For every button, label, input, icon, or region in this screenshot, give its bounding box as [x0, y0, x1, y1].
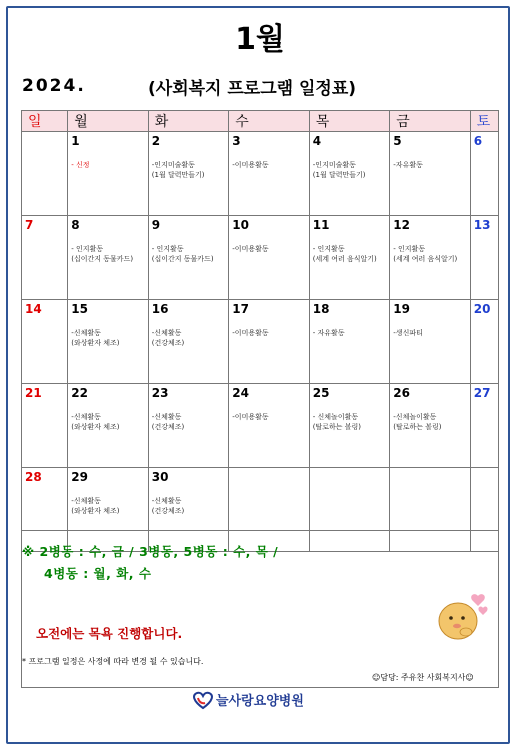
- weekday-fri: 금: [390, 111, 471, 132]
- calendar-day-cell: [68, 300, 149, 384]
- day-event: - 자유활동: [312, 329, 345, 337]
- calendar-day-cell: [68, 384, 149, 468]
- day-number: 24: [232, 386, 249, 400]
- weekday-sat: 토: [470, 111, 498, 132]
- day-event: -이미용활동: [232, 413, 269, 421]
- day-event: -이미용활동: [232, 329, 269, 337]
- weekday-wed: 수: [229, 111, 310, 132]
- day-event: -신체활동 (와상환자 체조): [71, 329, 120, 347]
- day-number: 14: [25, 302, 42, 316]
- schedule-change-footnote: * 프로그램 일정은 사정에 따라 변경 될 수 있습니다.: [22, 657, 204, 666]
- day-number: 11: [312, 218, 330, 232]
- calendar-day-cell: [148, 300, 229, 384]
- calendar-day-cell: [470, 132, 498, 216]
- day-number: 27: [473, 386, 491, 400]
- day-event: -신체활동 (와상환자 체조): [71, 413, 120, 431]
- day-event: -신체놀이활동 (탈로하는 볼링): [393, 413, 442, 431]
- day-number: 2: [151, 134, 161, 148]
- day-number: 23: [151, 386, 169, 400]
- day-event: - 인지활동 (십이간지 동물카드): [151, 245, 214, 263]
- day-event: -인지미술활동 (1월 달력만들기): [312, 161, 366, 179]
- month-title: 1월: [235, 22, 285, 57]
- day-event: -생신파티: [393, 329, 423, 337]
- calendar-day-cell: [229, 132, 310, 216]
- day-number: 28: [25, 470, 42, 484]
- calendar-day-cell: [22, 300, 68, 384]
- weekday-sun: 일: [22, 111, 68, 132]
- day-number: 25: [312, 386, 330, 400]
- calendar-day-cell: [229, 300, 310, 384]
- calendar-day-cell: [309, 300, 390, 384]
- calendar-day-cell: [309, 384, 390, 468]
- calendar-day-cell: [309, 132, 390, 216]
- year-label: 2024.: [22, 76, 86, 96]
- calendar-day-cell: [390, 132, 471, 216]
- day-number: 30: [151, 470, 169, 484]
- day-event: - 신정: [71, 161, 90, 169]
- bath-notice: 오전에는 목욕 진행합니다.: [36, 626, 183, 641]
- day-number: 3: [232, 134, 241, 148]
- day-number: 15: [71, 302, 88, 316]
- day-number: 1: [71, 134, 80, 148]
- day-event: -신체활동 (건강체조): [151, 413, 185, 431]
- calendar-day-cell: [148, 132, 229, 216]
- day-event: -이미용활동: [232, 161, 269, 169]
- calendar-week-row: [22, 216, 499, 300]
- weekday-mon: 월: [68, 111, 149, 132]
- day-number: 21: [25, 386, 42, 400]
- day-event: - 인지활동 (십이간지 동물카드): [71, 245, 134, 263]
- calendar-day-cell: [390, 384, 471, 468]
- day-number: 5: [393, 134, 402, 148]
- schedule-subtitle: (사회복지 프로그램 일정표): [148, 79, 357, 99]
- calendar-day-cell: [22, 216, 68, 300]
- day-event: -이미용활동: [232, 245, 269, 253]
- weekday-header-row: [22, 111, 499, 132]
- day-number: 4: [312, 134, 322, 148]
- day-number: 10: [232, 218, 249, 232]
- calendar-week-row: [22, 132, 499, 216]
- calendar-day-cell: [68, 132, 149, 216]
- day-event: - 인지활동 (세계 여러 음식알기): [312, 245, 377, 263]
- day-number: 9: [151, 218, 161, 232]
- day-event: -신체활동 (와상환자 체조): [71, 497, 120, 515]
- character-sticker-icon: [434, 588, 492, 644]
- hospital-name: 늘사랑요양병원: [216, 694, 304, 709]
- day-number: 8: [71, 218, 80, 232]
- calendar-week-row: [22, 300, 499, 384]
- contact-person: ☺담당: 주유찬 사회복지사☺: [372, 673, 474, 682]
- day-number: 22: [71, 386, 88, 400]
- calendar-day-cell: [390, 216, 471, 300]
- day-number: 6: [473, 134, 483, 148]
- calendar-day-cell: [22, 384, 68, 468]
- day-event: -인지미술활동 (1월 달력만들기): [151, 161, 205, 179]
- calendar-day-cell: [470, 384, 498, 468]
- day-number: 13: [473, 218, 491, 232]
- day-number: 19: [393, 302, 410, 316]
- calendar-day-cell: [148, 216, 229, 300]
- calendar-day-cell: [470, 300, 498, 384]
- day-number: 26: [393, 386, 410, 400]
- calendar-day-cell: [390, 300, 471, 384]
- day-number: 12: [393, 218, 410, 232]
- calendar-day-cell: [229, 216, 310, 300]
- day-number: 18: [312, 302, 330, 316]
- day-number: 16: [151, 302, 169, 316]
- calendar-day-cell: [309, 216, 390, 300]
- day-event: -신체활동 (건강체조): [151, 329, 185, 347]
- day-number: 20: [473, 302, 491, 316]
- calendar-day-cell: [148, 384, 229, 468]
- calendar-day-cell: [229, 384, 310, 468]
- day-event: - 인지활동 (세계 여러 음식알기): [393, 245, 458, 263]
- calendar-day-cell: [68, 216, 149, 300]
- ward-schedule-line-1: ※ 2병동 : 수, 금 / 3병동, 5병동 : 수, 목 /: [22, 544, 279, 559]
- day-number: 17: [232, 302, 249, 316]
- weekday-tue: 화: [148, 111, 229, 132]
- calendar-table: [21, 110, 499, 552]
- day-number: 7: [25, 218, 34, 232]
- calendar-day-cell: [22, 132, 68, 216]
- day-event: -신체활동 (건강체조): [151, 497, 185, 515]
- calendar-week-row: [22, 384, 499, 468]
- calendar-day-cell: [470, 216, 498, 300]
- day-event: - 신체놀이활동 (탈로하는 볼링): [312, 413, 362, 431]
- day-event: -자유활동: [393, 161, 423, 169]
- weekday-thu: 목: [309, 111, 390, 132]
- day-number: 29: [71, 470, 88, 484]
- ward-schedule-line-2: 4병동 : 월, 화, 수: [44, 566, 152, 581]
